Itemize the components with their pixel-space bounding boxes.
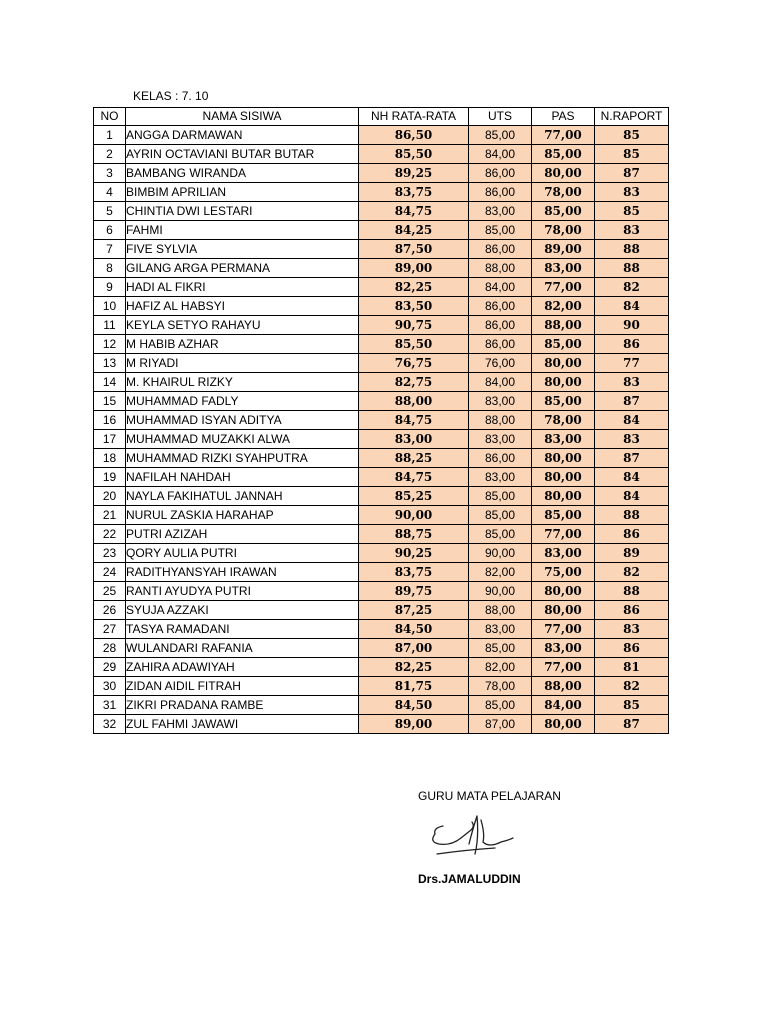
cell-n-raport: 81	[595, 658, 669, 677]
cell-n-raport: 82	[595, 278, 669, 297]
cell-no: 23	[94, 544, 126, 563]
cell-n-raport: 83	[595, 373, 669, 392]
table-row	[94, 639, 669, 658]
cell-no: 26	[94, 601, 126, 620]
cell-nh-rata-rata: 90,00	[359, 506, 469, 525]
cell-nh-rata-rata: 81,75	[359, 677, 469, 696]
cell-pas: 89,00	[532, 240, 595, 259]
cell-n-raport: 88	[595, 582, 669, 601]
cell-no: 31	[94, 696, 126, 715]
cell-uts: 85,00	[469, 525, 532, 544]
table-row	[94, 411, 669, 430]
header-uts: UTS	[469, 108, 532, 126]
cell-no: 6	[94, 221, 126, 240]
cell-nama: FIVE SYLVIA	[126, 240, 359, 259]
cell-pas: 80,00	[532, 582, 595, 601]
cell-no: 21	[94, 506, 126, 525]
cell-n-raport: 89	[595, 544, 669, 563]
cell-nama: MUHAMMAD ISYAN ADITYA	[126, 411, 359, 430]
cell-no: 14	[94, 373, 126, 392]
table-row	[94, 354, 669, 373]
cell-n-raport: 88	[595, 259, 669, 278]
cell-n-raport: 85	[595, 696, 669, 715]
cell-uts: 84,00	[469, 278, 532, 297]
cell-nama: MUHAMMAD MUZAKKI ALWA	[126, 430, 359, 449]
cell-no: 2	[94, 145, 126, 164]
cell-pas: 80,00	[532, 601, 595, 620]
table-row	[94, 620, 669, 639]
cell-no: 15	[94, 392, 126, 411]
cell-nh-rata-rata: 76,75	[359, 354, 469, 373]
header-no: NO	[94, 108, 126, 126]
cell-uts: 82,00	[469, 658, 532, 677]
cell-nama: QORY AULIA PUTRI	[126, 544, 359, 563]
table-row	[94, 582, 669, 601]
cell-nama: TASYA RAMADANI	[126, 620, 359, 639]
cell-pas: 83,00	[532, 639, 595, 658]
cell-no: 17	[94, 430, 126, 449]
cell-nama: KEYLA SETYO RAHAYU	[126, 316, 359, 335]
cell-pas: 77,00	[532, 126, 595, 145]
cell-nh-rata-rata: 85,50	[359, 145, 469, 164]
signer-name: Drs.JAMALUDDIN	[418, 872, 521, 886]
cell-nama: NAFILAH NAHDAH	[126, 468, 359, 487]
table-row	[94, 563, 669, 582]
table-row	[94, 677, 669, 696]
signature-image	[425, 808, 520, 863]
cell-no: 24	[94, 563, 126, 582]
cell-no: 28	[94, 639, 126, 658]
table-row	[94, 335, 669, 354]
cell-nama: ANGGA DARMAWAN	[126, 126, 359, 145]
cell-n-raport: 86	[595, 639, 669, 658]
cell-no: 25	[94, 582, 126, 601]
cell-nh-rata-rata: 90,25	[359, 544, 469, 563]
cell-pas: 83,00	[532, 259, 595, 278]
cell-pas: 85,00	[532, 335, 595, 354]
cell-pas: 77,00	[532, 658, 595, 677]
cell-no: 10	[94, 297, 126, 316]
cell-nama: GILANG ARGA PERMANA	[126, 259, 359, 278]
cell-uts: 86,00	[469, 316, 532, 335]
cell-nama: ZIDAN AIDIL FITRAH	[126, 677, 359, 696]
table-header-row	[94, 108, 669, 126]
cell-uts: 86,00	[469, 297, 532, 316]
table-row	[94, 202, 669, 221]
cell-n-raport: 84	[595, 487, 669, 506]
cell-n-raport: 87	[595, 164, 669, 183]
cell-nama: AYRIN OCTAVIANI BUTAR BUTAR	[126, 145, 359, 164]
cell-uts: 84,00	[469, 373, 532, 392]
cell-nh-rata-rata: 88,25	[359, 449, 469, 468]
cell-no: 4	[94, 183, 126, 202]
table-row	[94, 126, 669, 145]
cell-no: 18	[94, 449, 126, 468]
cell-nama: ZUL FAHMI JAWAWI	[126, 715, 359, 734]
cell-pas: 77,00	[532, 278, 595, 297]
cell-nama: RADITHYANSYAH IRAWAN	[126, 563, 359, 582]
cell-pas: 88,00	[532, 677, 595, 696]
cell-n-raport: 87	[595, 715, 669, 734]
cell-nh-rata-rata: 87,50	[359, 240, 469, 259]
cell-n-raport: 84	[595, 297, 669, 316]
cell-pas: 82,00	[532, 297, 595, 316]
cell-uts: 88,00	[469, 601, 532, 620]
cell-uts: 82,00	[469, 563, 532, 582]
cell-n-raport: 83	[595, 183, 669, 202]
cell-uts: 78,00	[469, 677, 532, 696]
cell-nama: M. KHAIRUL RIZKY	[126, 373, 359, 392]
table-row	[94, 259, 669, 278]
table-row	[94, 183, 669, 202]
cell-nh-rata-rata: 84,75	[359, 468, 469, 487]
table-row	[94, 373, 669, 392]
cell-nh-rata-rata: 89,75	[359, 582, 469, 601]
cell-no: 20	[94, 487, 126, 506]
table-row	[94, 430, 669, 449]
table-row	[94, 525, 669, 544]
cell-nh-rata-rata: 85,50	[359, 335, 469, 354]
cell-pas: 80,00	[532, 354, 595, 373]
cell-uts: 88,00	[469, 411, 532, 430]
cell-uts: 76,00	[469, 354, 532, 373]
cell-nama: M HABIB AZHAR	[126, 335, 359, 354]
table-row	[94, 449, 669, 468]
table-row	[94, 544, 669, 563]
grades-table	[93, 107, 669, 734]
cell-uts: 84,00	[469, 145, 532, 164]
cell-nama: NURUL ZASKIA HARAHAP	[126, 506, 359, 525]
cell-no: 11	[94, 316, 126, 335]
cell-nama: WULANDARI RAFANIA	[126, 639, 359, 658]
table-row	[94, 658, 669, 677]
table-row	[94, 164, 669, 183]
cell-no: 9	[94, 278, 126, 297]
cell-nama: NAYLA FAKIHATUL JANNAH	[126, 487, 359, 506]
cell-uts: 86,00	[469, 335, 532, 354]
cell-pas: 83,00	[532, 544, 595, 563]
cell-pas: 77,00	[532, 620, 595, 639]
cell-no: 13	[94, 354, 126, 373]
cell-uts: 85,00	[469, 487, 532, 506]
cell-uts: 86,00	[469, 449, 532, 468]
cell-no: 27	[94, 620, 126, 639]
cell-uts: 87,00	[469, 715, 532, 734]
cell-pas: 80,00	[532, 468, 595, 487]
cell-nh-rata-rata: 83,00	[359, 430, 469, 449]
cell-n-raport: 88	[595, 506, 669, 525]
cell-pas: 77,00	[532, 525, 595, 544]
cell-no: 22	[94, 525, 126, 544]
cell-no: 12	[94, 335, 126, 354]
table-row	[94, 297, 669, 316]
cell-pas: 80,00	[532, 715, 595, 734]
cell-nama: BIMBIM APRILIAN	[126, 183, 359, 202]
cell-nh-rata-rata: 83,75	[359, 183, 469, 202]
cell-n-raport: 87	[595, 449, 669, 468]
table-row	[94, 392, 669, 411]
cell-nh-rata-rata: 89,25	[359, 164, 469, 183]
cell-no: 3	[94, 164, 126, 183]
cell-n-raport: 85	[595, 126, 669, 145]
cell-nh-rata-rata: 85,25	[359, 487, 469, 506]
cell-n-raport: 83	[595, 620, 669, 639]
cell-pas: 80,00	[532, 487, 595, 506]
cell-n-raport: 77	[595, 354, 669, 373]
cell-nh-rata-rata: 84,75	[359, 202, 469, 221]
cell-pas: 78,00	[532, 183, 595, 202]
cell-nh-rata-rata: 88,00	[359, 392, 469, 411]
cell-pas: 78,00	[532, 411, 595, 430]
cell-no: 16	[94, 411, 126, 430]
cell-n-raport: 85	[595, 202, 669, 221]
cell-uts: 88,00	[469, 259, 532, 278]
table-row	[94, 316, 669, 335]
cell-pas: 83,00	[532, 430, 595, 449]
cell-n-raport: 84	[595, 411, 669, 430]
cell-nama: PUTRI AZIZAH	[126, 525, 359, 544]
cell-nh-rata-rata: 86,50	[359, 126, 469, 145]
cell-uts: 83,00	[469, 202, 532, 221]
cell-uts: 83,00	[469, 392, 532, 411]
cell-no: 5	[94, 202, 126, 221]
cell-nama: HADI AL FIKRI	[126, 278, 359, 297]
cell-pas: 85,00	[532, 202, 595, 221]
cell-no: 1	[94, 126, 126, 145]
cell-no: 7	[94, 240, 126, 259]
cell-n-raport: 90	[595, 316, 669, 335]
table-row	[94, 468, 669, 487]
cell-n-raport: 83	[595, 430, 669, 449]
cell-n-raport: 84	[595, 468, 669, 487]
cell-nh-rata-rata: 89,00	[359, 715, 469, 734]
header-pas: PAS	[532, 108, 595, 126]
cell-uts: 90,00	[469, 582, 532, 601]
cell-uts: 86,00	[469, 164, 532, 183]
cell-uts: 83,00	[469, 620, 532, 639]
cell-nama: ZIKRI PRADANA RAMBE	[126, 696, 359, 715]
cell-pas: 80,00	[532, 164, 595, 183]
cell-uts: 85,00	[469, 506, 532, 525]
table-body	[94, 126, 669, 734]
cell-no: 30	[94, 677, 126, 696]
cell-nh-rata-rata: 90,75	[359, 316, 469, 335]
cell-nama: FAHMI	[126, 221, 359, 240]
cell-n-raport: 82	[595, 563, 669, 582]
cell-nh-rata-rata: 83,75	[359, 563, 469, 582]
cell-nama: HAFIZ AL HABSYI	[126, 297, 359, 316]
cell-uts: 85,00	[469, 221, 532, 240]
cell-pas: 78,00	[532, 221, 595, 240]
cell-nama: M RIYADI	[126, 354, 359, 373]
cell-nh-rata-rata: 84,50	[359, 620, 469, 639]
cell-uts: 85,00	[469, 126, 532, 145]
cell-nh-rata-rata: 88,75	[359, 525, 469, 544]
cell-nh-rata-rata: 89,00	[359, 259, 469, 278]
cell-nama: SYUJA AZZAKI	[126, 601, 359, 620]
cell-n-raport: 86	[595, 601, 669, 620]
cell-nama: MUHAMMAD RIZKI SYAHPUTRA	[126, 449, 359, 468]
cell-n-raport: 87	[595, 392, 669, 411]
cell-nh-rata-rata: 87,25	[359, 601, 469, 620]
cell-pas: 75,00	[532, 563, 595, 582]
cell-nama: BAMBANG WIRANDA	[126, 164, 359, 183]
header-nama: NAMA SISIWA	[126, 108, 359, 126]
table-row	[94, 145, 669, 164]
cell-pas: 85,00	[532, 506, 595, 525]
table-row	[94, 487, 669, 506]
table-row	[94, 278, 669, 297]
cell-no: 8	[94, 259, 126, 278]
cell-n-raport: 86	[595, 525, 669, 544]
cell-pas: 85,00	[532, 392, 595, 411]
cell-no: 29	[94, 658, 126, 677]
cell-nh-rata-rata: 87,00	[359, 639, 469, 658]
table-row	[94, 696, 669, 715]
cell-n-raport: 88	[595, 240, 669, 259]
cell-nama: RANTI AYUDYA PUTRI	[126, 582, 359, 601]
cell-nama: ZAHIRA ADAWIYAH	[126, 658, 359, 677]
cell-nh-rata-rata: 84,50	[359, 696, 469, 715]
table-row	[94, 221, 669, 240]
cell-nh-rata-rata: 84,75	[359, 411, 469, 430]
cell-pas: 88,00	[532, 316, 595, 335]
cell-nama: CHINTIA DWI LESTARI	[126, 202, 359, 221]
cell-n-raport: 86	[595, 335, 669, 354]
cell-uts: 86,00	[469, 183, 532, 202]
cell-nh-rata-rata: 82,25	[359, 658, 469, 677]
table-row	[94, 506, 669, 525]
cell-nama: MUHAMMAD FADLY	[126, 392, 359, 411]
cell-uts: 83,00	[469, 468, 532, 487]
cell-uts: 90,00	[469, 544, 532, 563]
cell-n-raport: 83	[595, 221, 669, 240]
cell-pas: 80,00	[532, 373, 595, 392]
guru-label: GURU MATA PELAJARAN	[418, 789, 561, 803]
cell-uts: 86,00	[469, 240, 532, 259]
cell-pas: 84,00	[532, 696, 595, 715]
cell-nh-rata-rata: 82,25	[359, 278, 469, 297]
table-row	[94, 715, 669, 734]
cell-nh-rata-rata: 82,75	[359, 373, 469, 392]
cell-pas: 85,00	[532, 145, 595, 164]
cell-no: 32	[94, 715, 126, 734]
class-label: KELAS : 7. 10	[133, 89, 209, 103]
table-row	[94, 601, 669, 620]
cell-n-raport: 82	[595, 677, 669, 696]
cell-uts: 85,00	[469, 639, 532, 658]
cell-pas: 80,00	[532, 449, 595, 468]
cell-no: 19	[94, 468, 126, 487]
cell-uts: 83,00	[469, 430, 532, 449]
cell-n-raport: 85	[595, 145, 669, 164]
header-nh: NH RATA-RATA	[359, 108, 469, 126]
header-raport: N.RAPORT	[595, 108, 669, 126]
cell-nh-rata-rata: 83,50	[359, 297, 469, 316]
cell-uts: 85,00	[469, 696, 532, 715]
table-row	[94, 240, 669, 259]
cell-nh-rata-rata: 84,25	[359, 221, 469, 240]
